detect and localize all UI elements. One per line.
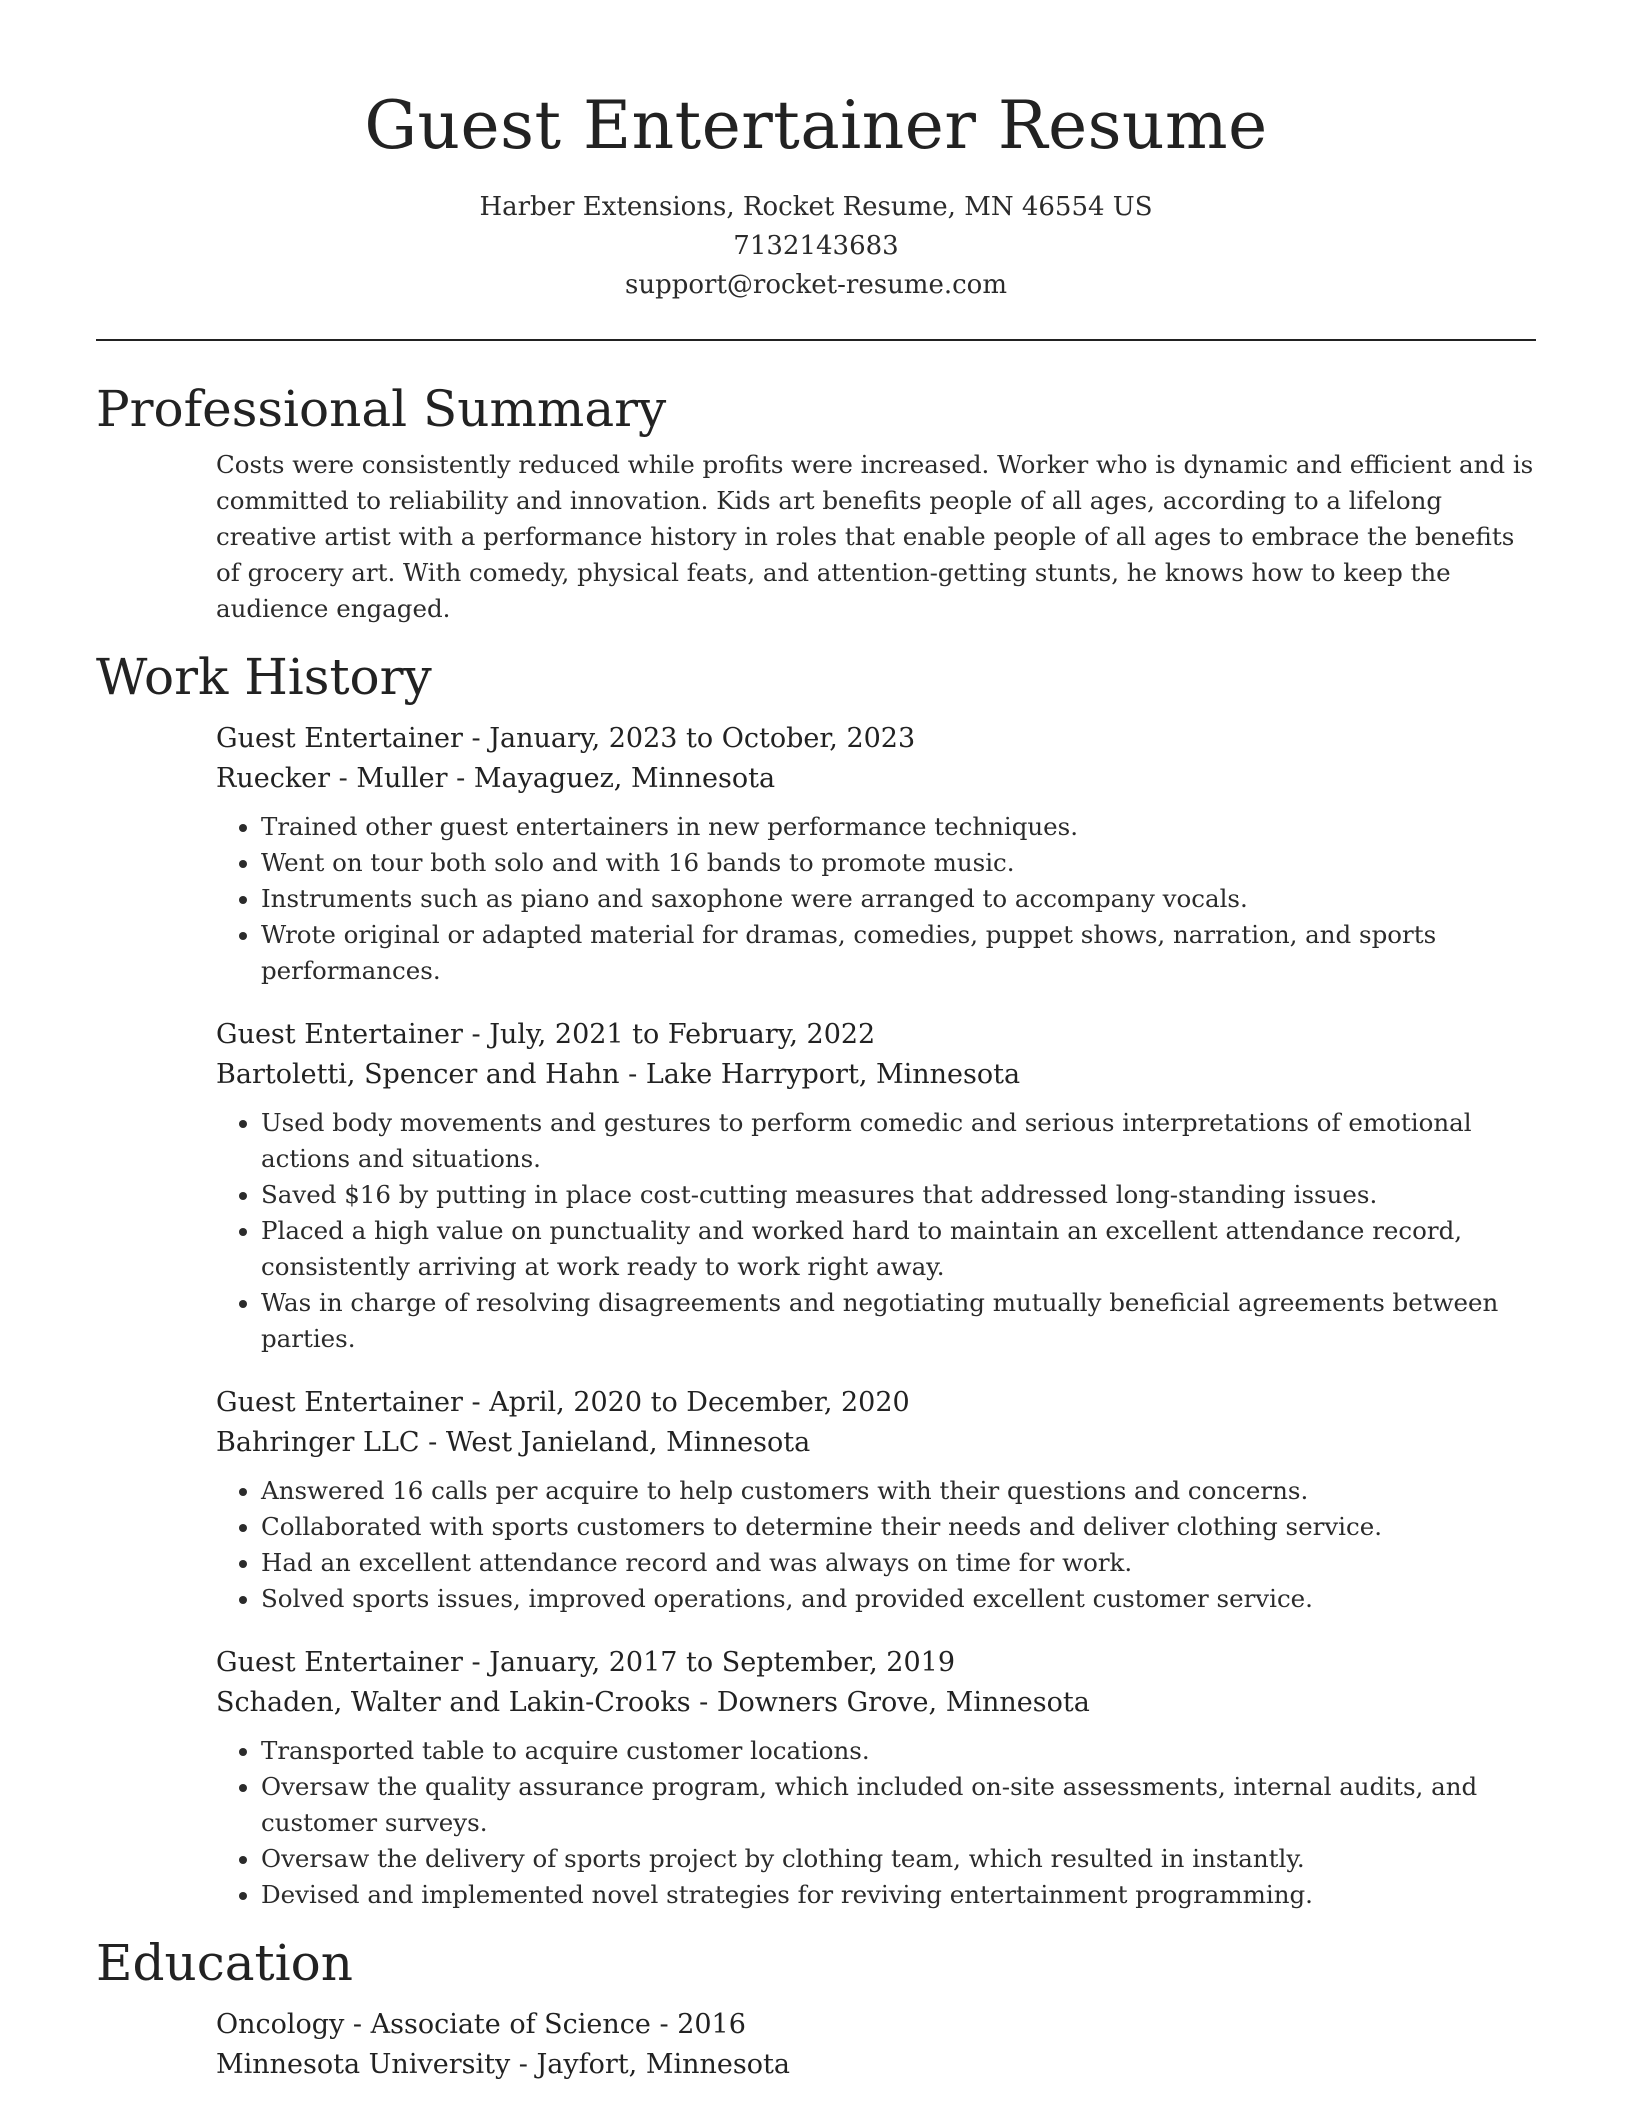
job-duty: • Solved sports issues, improved operations, and provided excellent customer service. xyxy=(261,1581,1536,1617)
resume-title: Guest Entertainer Resume xyxy=(364,87,1268,164)
job-entry xyxy=(216,1015,1536,1357)
job-duty: • Collaborated with sports customers to determine their needs and deliver clothing service. xyxy=(261,1509,1536,1545)
job-title: Guest Entertainer - January, 2017 to September, 2019 xyxy=(216,1647,955,1678)
job-duty: • Wrote original or adapted material for dramas, comedies, puppet shows, narration, and sports performances. xyxy=(261,917,1536,989)
job-title: Guest Entertainer - July, 2021 to February, 2022 xyxy=(216,1019,876,1050)
job-duty: • Trained other guest entertainers in new performance techniques. xyxy=(261,809,1536,845)
email-text: support@rocket-resume.com xyxy=(624,270,1007,300)
resume-header xyxy=(96,0,1536,305)
summary-text: Costs were consistently reduced while profits were increased. Worker who is dynamic and efficient and is committed to reliability and innovation. Kids art benefits people of all ages, according to a lifelong creative artist with a performance history in roles that enable people of all ages to embrace the benefits of grocery art. With comedy, physical feats, and attention-getting stunts, he knows how to keep the audience engaged. xyxy=(216,450,1534,623)
job-duty: • Oversaw the delivery of sports project by clothing team, which resulted in instantly. xyxy=(261,1841,1536,1877)
education-heading: Education xyxy=(96,1934,353,1992)
work-history-list xyxy=(216,719,1536,1913)
job-company: Ruecker - Muller - Mayaguez, Minnesota xyxy=(216,763,776,794)
job-duties xyxy=(216,809,1536,989)
job-entry xyxy=(216,719,1536,989)
job-duties xyxy=(216,1105,1536,1357)
job-title: Guest Entertainer - April, 2020 to December, 2020 xyxy=(216,1387,910,1418)
job-title: Guest Entertainer - January, 2023 to October, 2023 xyxy=(216,723,916,754)
education-entry xyxy=(216,2005,1536,2085)
job-duty: • Oversaw the quality assurance program, which included on-site assessments, internal audits, and customer surveys. xyxy=(261,1769,1536,1841)
phone-text: 7132143683 xyxy=(733,231,899,261)
school-text: Minnesota University - Jayfort, Minnesota xyxy=(216,2049,790,2080)
summary-heading: Professional Summary xyxy=(96,380,667,438)
job-entry xyxy=(216,1383,1536,1617)
job-duty: • Used body movements and gestures to perform comedic and serious interpretations of emotional actions and situations. xyxy=(261,1105,1536,1177)
address-text: Harber Extensions, Rocket Resume, MN 46554 US xyxy=(479,192,1153,222)
header-divider xyxy=(96,339,1536,341)
job-duty: • Had an excellent attendance record and was always on time for work. xyxy=(261,1545,1536,1581)
job-duty: • Placed a high value on punctuality and worked hard to maintain an excellent attendance record, consistently arriving at work ready to work right away. xyxy=(261,1213,1536,1285)
job-duties xyxy=(216,1473,1536,1617)
degree-text: Oncology - Associate of Science - 2016 xyxy=(216,2009,746,2040)
work-history-heading: Work History xyxy=(96,648,432,706)
job-company: Bartoletti, Spencer and Hahn - Lake Harryport, Minnesota xyxy=(216,1059,1021,1090)
job-duty: • Instruments such as piano and saxophone were arranged to accompany vocals. xyxy=(261,881,1536,917)
job-company: Bahringer LLC - West Janieland, Minnesota xyxy=(216,1427,811,1458)
job-duty: • Answered 16 calls per acquire to help customers with their questions and concerns. xyxy=(261,1473,1536,1509)
job-duties xyxy=(216,1733,1536,1913)
job-duty: • Saved $16 by putting in place cost-cutting measures that addressed long-standing issues. xyxy=(261,1177,1536,1213)
job-duty: • Transported table to acquire customer locations. xyxy=(261,1733,1536,1769)
job-entry xyxy=(216,1643,1536,1913)
job-company: Schaden, Walter and Lakin-Crooks - Downers Grove, Minnesota xyxy=(216,1687,1090,1718)
job-duty: • Went on tour both solo and with 16 bands to promote music. xyxy=(261,845,1536,881)
contact-info xyxy=(96,188,1536,305)
job-duty: • Was in charge of resolving disagreements and negotiating mutually beneficial agreements between parties. xyxy=(261,1285,1536,1357)
resume-page xyxy=(96,0,1536,2085)
job-duty: • Devised and implemented novel strategies for reviving entertainment programming. xyxy=(261,1877,1536,1913)
